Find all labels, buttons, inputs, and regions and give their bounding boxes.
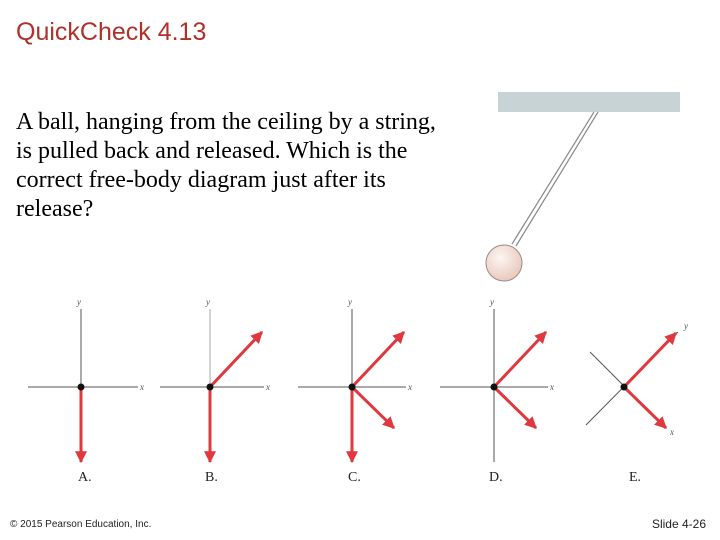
y-axis-label: y xyxy=(77,297,81,307)
ball xyxy=(486,245,522,281)
pendulum-illustration xyxy=(486,92,680,281)
ceiling xyxy=(498,92,680,112)
particle-dot xyxy=(207,384,214,391)
vector-down-right xyxy=(494,387,536,428)
x-axis-label: x xyxy=(408,382,412,392)
vector-up-right xyxy=(624,333,676,387)
diagram-c xyxy=(298,297,412,485)
y-axis-label: y xyxy=(490,297,494,307)
diagram-label: D. xyxy=(489,470,503,485)
string-line xyxy=(516,112,598,246)
x-axis-label: x xyxy=(140,382,144,392)
particle-dot xyxy=(349,384,356,391)
slide-title: QuickCheck 4.13 xyxy=(16,18,207,46)
string-line xyxy=(512,112,594,244)
particle-dot xyxy=(78,384,85,391)
copyright-text: © 2015 Pearson Education, Inc. xyxy=(10,519,152,530)
vector-up-right xyxy=(210,332,262,387)
particle-dot xyxy=(621,384,628,391)
vector-down-right xyxy=(624,387,666,428)
vector-up-right xyxy=(494,332,546,387)
y-axis-label: y xyxy=(348,297,352,307)
diagram-d xyxy=(440,297,554,485)
x-axis-label: x xyxy=(266,382,270,392)
vector-down-right xyxy=(352,387,394,428)
diagram-label: B. xyxy=(205,470,218,485)
particle-dot xyxy=(491,384,498,391)
x-axis-label: x xyxy=(550,382,554,392)
diagram-label: E. xyxy=(629,470,642,485)
vector-up-right xyxy=(352,332,404,387)
y-axis-label: y xyxy=(684,321,688,331)
slide-number: Slide 4-26 xyxy=(651,517,706,531)
diagram-label: C. xyxy=(348,470,361,485)
diagram-label: A. xyxy=(78,470,92,485)
diagram-e xyxy=(586,321,688,485)
diagram-a xyxy=(28,297,144,485)
y-axis-label: y xyxy=(206,297,210,307)
diagram-b xyxy=(160,297,270,485)
x-axis-label: x xyxy=(670,427,674,437)
question-text: A ball, hanging from the ceiling by a string, is pulled back and released. Which is the correct free-body diagram just after its release? xyxy=(16,109,436,222)
